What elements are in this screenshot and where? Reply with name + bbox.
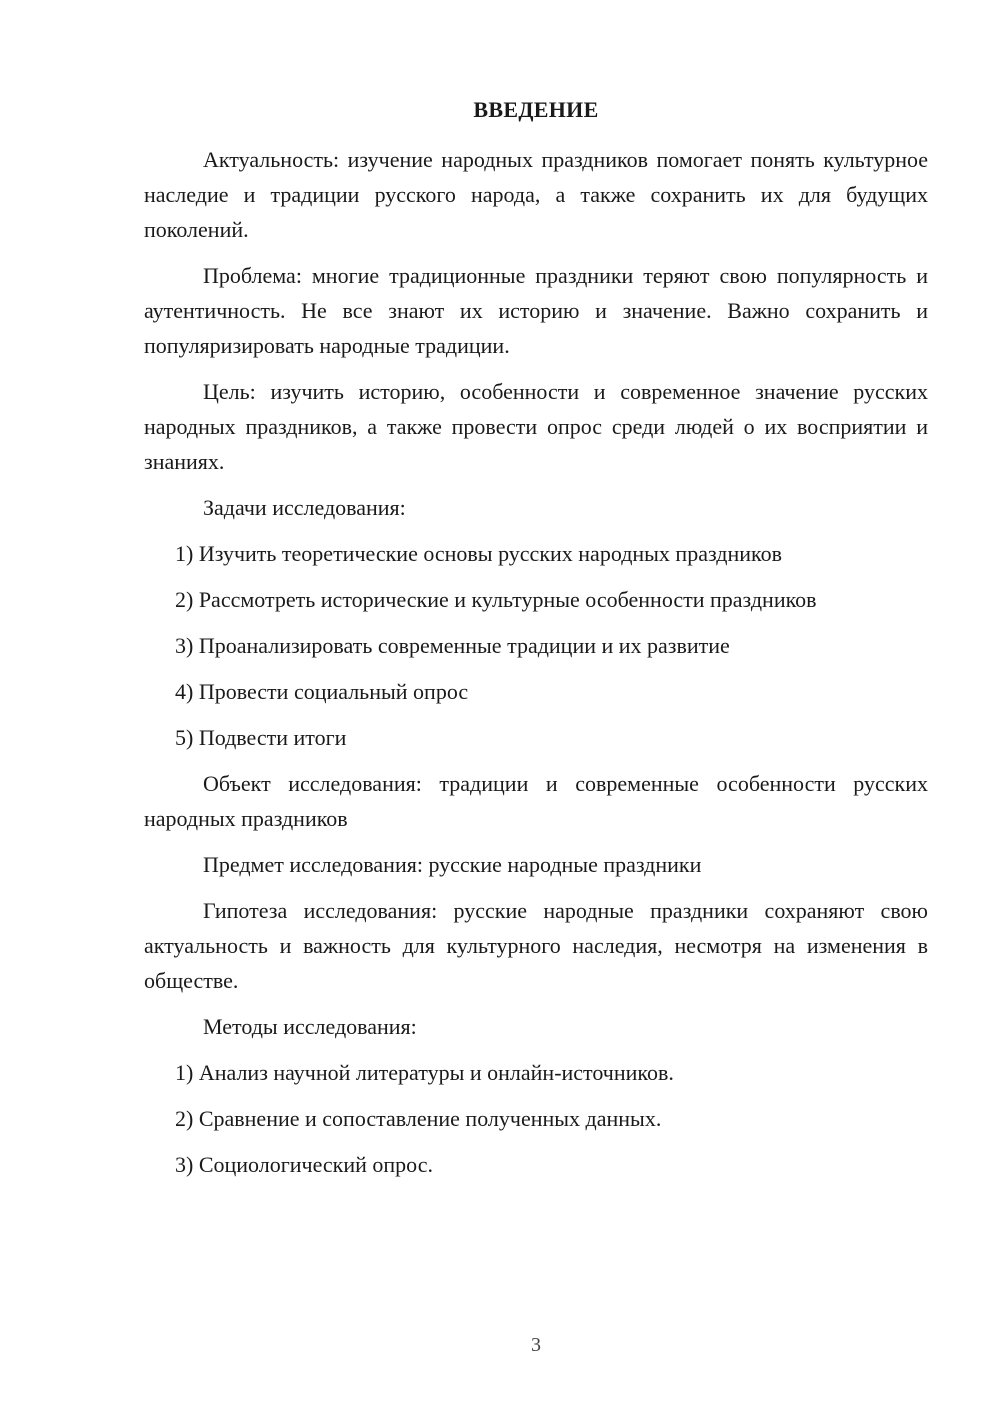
list-item: 1) Изучить теоретические основы русских народных праздников — [175, 541, 782, 566]
hypothesis-paragraph: Гипотеза исследования: русские народные праздники сохраняют свою актуальность и важность для культурного наследия, несмотря на изменения в обществе. — [144, 898, 928, 993]
methods-list — [144, 1055, 928, 1182]
page-number: 3 — [531, 1334, 541, 1356]
list-item: 3) Проанализировать современные традиции и их развитие — [175, 633, 730, 658]
object-paragraph: Объект исследования: традиции и современные особенности русских народных праздников — [144, 771, 928, 831]
list-item: 4) Провести социальный опрос — [175, 679, 469, 704]
list-item: 2) Сравнение и сопоставление полученных данных. — [175, 1106, 662, 1131]
tasks-title: Задачи исследования: — [203, 495, 406, 520]
list-item: 5) Подвести итоги — [175, 725, 347, 750]
page-heading: ВВЕДЕНИЕ — [473, 97, 599, 122]
list-item: 3) Социологический опрос. — [175, 1152, 433, 1177]
methods-title: Методы исследования: — [203, 1014, 417, 1039]
list-item: 1) Анализ научной литературы и онлайн-источников. — [175, 1060, 674, 1085]
problem-paragraph: Проблема: многие традиционные праздники теряют свою популярность и аутентичность. Не все знают их историю и значение. Важно сохранить и популяризировать народные традиции. — [144, 263, 928, 358]
goal-paragraph: Цель: изучить историю, особенности и современное значение русских народных праздников, а также провести опрос среди людей о их восприятии и знаниях. — [144, 379, 928, 474]
subject-paragraph: Предмет исследования: русские народные праздники — [203, 852, 702, 877]
relevance-paragraph: Актуальность: изучение народных праздников помогает понять культурное наследие и традиции русского народа, а также сохранить их для будущих поколений. — [144, 147, 928, 242]
list-item: 2) Рассмотреть исторические и культурные особенности праздников — [175, 587, 817, 612]
tasks-list — [144, 536, 928, 755]
page-body — [144, 142, 928, 1193]
